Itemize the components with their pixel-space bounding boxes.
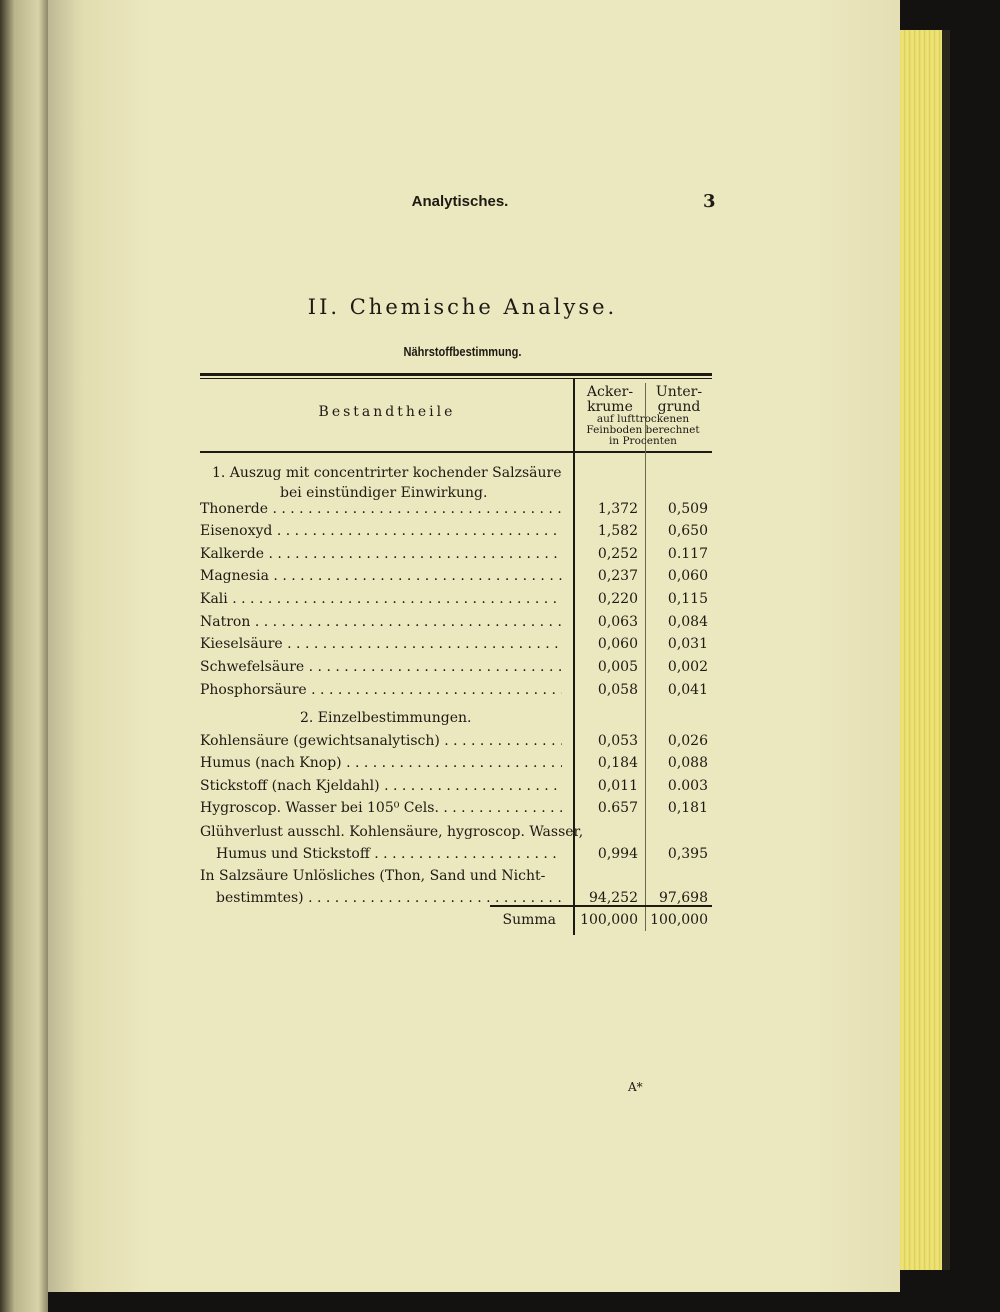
table-row: [200, 755, 712, 777]
row-label: Humus (nach Knop) . . .: [200, 755, 562, 771]
page-edges: [900, 30, 950, 1270]
running-head: Analytisches.: [411, 193, 509, 210]
value-ackerkrume: 94,252: [589, 890, 638, 906]
row-label: bestimmtes) . . .: [216, 890, 562, 906]
table-row: [200, 591, 712, 613]
chapter-title: II. Chemische Analyse.: [307, 295, 618, 319]
row-label: Kali . . .: [200, 591, 562, 607]
table-row: [200, 733, 712, 755]
header-ackerkrume: [576, 385, 644, 415]
value-untergrund: 0,084: [667, 614, 708, 630]
table-row: [200, 568, 712, 590]
value-untergrund: 0,060: [667, 568, 708, 584]
value-ackerkrume: 0,053: [597, 733, 638, 749]
value-untergrund: 0,509: [667, 501, 708, 517]
header-text: grund: [657, 399, 701, 415]
row-label: Magnesia . . .: [200, 568, 562, 584]
row-label: Kalkerde . . .: [200, 546, 562, 562]
section-1-heading-cont: bei einstündiger Einwirkung.: [280, 485, 488, 501]
table-row: [200, 824, 712, 868]
value-untergrund: 0,026: [667, 733, 708, 749]
value-untergrund: 0,181: [667, 800, 708, 816]
row-label: Thonerde . . .: [200, 501, 562, 517]
value-untergrund: 97,698: [659, 890, 708, 906]
table-row: [200, 501, 712, 523]
row-label: Hygroscop. Wasser bei 105⁰ Cels. . . .: [200, 800, 562, 816]
page-number: 3: [703, 191, 716, 212]
header-text: Unter-: [655, 384, 703, 400]
value-ackerkrume: 1,372: [597, 501, 638, 517]
value-ackerkrume: 0,063: [597, 614, 638, 630]
table-row: [200, 659, 712, 681]
table-top-rule-thin: [200, 378, 712, 379]
value-ackerkrume: 0,252: [597, 546, 638, 562]
sum-label: Summa: [502, 912, 556, 928]
table-row: [200, 614, 712, 636]
table-row: [200, 682, 712, 704]
value-ackerkrume: 0,060: [597, 636, 638, 652]
row-label: Humus und Stickstoff . . .: [216, 846, 562, 862]
row-label-first-line: Glühverlust ausschl. Kohlensäure, hygroscop. Wasser,: [200, 824, 584, 840]
value-ackerkrume: 0,011: [597, 778, 638, 794]
sum-untergrund: 100,000: [650, 912, 708, 928]
table-title: Nährstoffbestimmung.: [403, 344, 522, 359]
value-untergrund: 0,088: [667, 755, 708, 771]
header-bottom-rule: [200, 451, 712, 453]
table-row: [200, 636, 712, 658]
header-untergrund: [646, 385, 712, 415]
value-untergrund: 0,041: [667, 682, 708, 698]
value-ackerkrume: 0,184: [597, 755, 638, 771]
signature-mark: A*: [628, 1080, 643, 1094]
value-ackerkrume: 0,237: [597, 568, 638, 584]
row-label: Kohlensäure (gewichtsanalytisch) . . .: [200, 733, 562, 749]
table-row: [200, 778, 712, 800]
value-ackerkrume: 0,994: [597, 846, 638, 862]
value-untergrund: 0,002: [667, 659, 708, 675]
row-label-first-line: In Salzsäure Unlösliches (Thon, Sand und Nicht-: [200, 868, 546, 884]
value-untergrund: 0,650: [667, 523, 708, 539]
row-label: Natron . . .: [200, 614, 562, 630]
table-row: [200, 868, 712, 912]
value-ackerkrume: 0.657: [597, 800, 638, 816]
header-bestandtheile: Bestandtheile: [318, 404, 456, 420]
sum-ackerkrume: 100,000: [580, 912, 638, 928]
value-untergrund: 0,031: [667, 636, 708, 652]
row-label: Stickstoff (nach Kjeldahl) . . .: [200, 778, 562, 794]
header-text: krume: [587, 399, 633, 415]
header-note: [576, 414, 710, 447]
value-ackerkrume: 0,220: [597, 591, 638, 607]
section-2-heading: 2. Einzelbestimmungen.: [300, 710, 472, 726]
value-ackerkrume: 1,582: [597, 523, 638, 539]
note-line: in Procenten: [609, 435, 677, 447]
value-ackerkrume: 0,005: [597, 659, 638, 675]
row-label: Kieselsäure . . .: [200, 636, 562, 652]
note-line: auf lufttrockenen: [596, 413, 690, 425]
value-untergrund: 0,395: [667, 846, 708, 862]
note-line: Feinboden berechnet: [586, 424, 700, 436]
section-1-heading: 1. Auszug mit concentrirter kochender Salzsäure: [212, 465, 562, 481]
value-untergrund: 0.003: [667, 778, 708, 794]
table-row: [200, 523, 712, 545]
table-top-rule: [200, 373, 712, 376]
row-label: Eisenoxyd . . .: [200, 523, 562, 539]
table-row: [200, 800, 712, 822]
row-label: Schwefelsäure . . .: [200, 659, 562, 675]
header-text: Acker-: [586, 384, 634, 400]
value-untergrund: 0,115: [667, 591, 708, 607]
table-row: [200, 546, 712, 568]
row-label: Phosphorsäure . . .: [200, 682, 562, 698]
value-ackerkrume: 0,058: [597, 682, 638, 698]
value-untergrund: 0.117: [667, 546, 708, 562]
